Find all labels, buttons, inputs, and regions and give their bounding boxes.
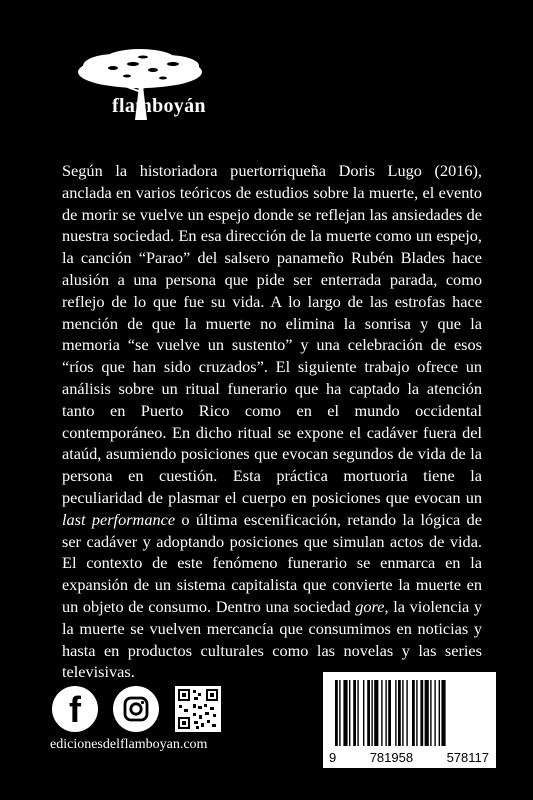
barcode-bar [374,680,378,746]
blurb-italic-term: gore [355,596,385,616]
barcode-bar [367,680,370,746]
brand-name: flamboyán [112,95,206,117]
barcode-bar [430,680,431,746]
blurb-text: o última escenificación, retando la lógica de ser cadáver y adoptando posiciones que simulan actos de vida. El contexto de este fenómeno funerario se enmarca en la expansión de un sistema capitalista que convierte la muerte en un objeto de consumo. Dentro una sociedad [62,509,482,616]
isbn-group-left: 781958 [369,750,414,765]
barcode-bar [416,680,417,746]
barcode-bar [412,680,415,746]
isbn-number [329,750,489,765]
facebook-icon[interactable] [52,686,98,732]
back-cover-blurb [62,160,482,683]
isbn-prefix: 9 [329,750,337,765]
barcode-bar [420,680,423,746]
barcode-bar [402,680,403,746]
barcode-bar [353,680,356,746]
barcode-bar [349,680,350,746]
barcode-bar [381,680,382,746]
barcode-bar [425,680,429,746]
barcode-bar [385,680,386,746]
barcode-bar [335,680,338,746]
isbn-barcode [323,672,496,768]
barcode-bar [398,680,401,746]
flamboyan-tree-icon [55,42,225,132]
isbn-group-right: 578117 [446,750,489,765]
publisher-website[interactable]: edicionesdelflamboyan.com [50,737,208,752]
barcode-bar [441,680,445,746]
barcode-bar [363,680,364,746]
barcode-bar [343,680,347,746]
facebook-glyph: f [69,689,81,730]
barcode-bar [439,680,440,746]
blurb-text: , la violencia y la muerte se vuelven mercancía que consumimos en noticias y hasta en productos culturales como las novelas y las series televisivas. [62,596,483,682]
barcode-bar [388,680,391,746]
barcode-bar [357,680,358,746]
qr-code-icon[interactable] [175,686,221,732]
blurb-text: Según la historiadora puertorriqueña Doris Lugo (2016), anclada en varios teóricos de estudios sobre la muerte, el evento de morir se vuelve un espejo donde se reflejan las ansiedades de nuestra sociedad. En esa dirección de la muerte como un espejo, la canción “Parao” del salsero panameño Rubén Blades hace alusión a una persona que pide ser enterrada parada, como reflejo de lo que fue su vida. A lo largo de las estrofas hace mención de que la muerte no elimina la sonrisa y que la memoria “se vuelve un sustento” y una celebración de esos “ríos que han sido cruzados”. El siguiente trabajo ofrece un análisis sobre un ritual funerario que ha captado la atención tanto en Puerto Rico como en el mundo occidental contemporáneo. En dicho ritual se expone el cadáver fuera del ataúd, asumiendo posiciones que evocan segundos de vida de la persona en cuestión. Esta práctica mortuoria tiene la peculiaridad de plasmar el cuerpo en posiciones que evocan un [62,161,482,507]
barcode-bar [339,680,340,746]
instagram-icon[interactable] [113,686,159,732]
barcode-bar [406,680,407,746]
blurb-italic-term: last performance [62,509,176,529]
barcode-bar [434,680,435,746]
barcode-bar [395,680,396,746]
barcode-bar [371,680,372,746]
